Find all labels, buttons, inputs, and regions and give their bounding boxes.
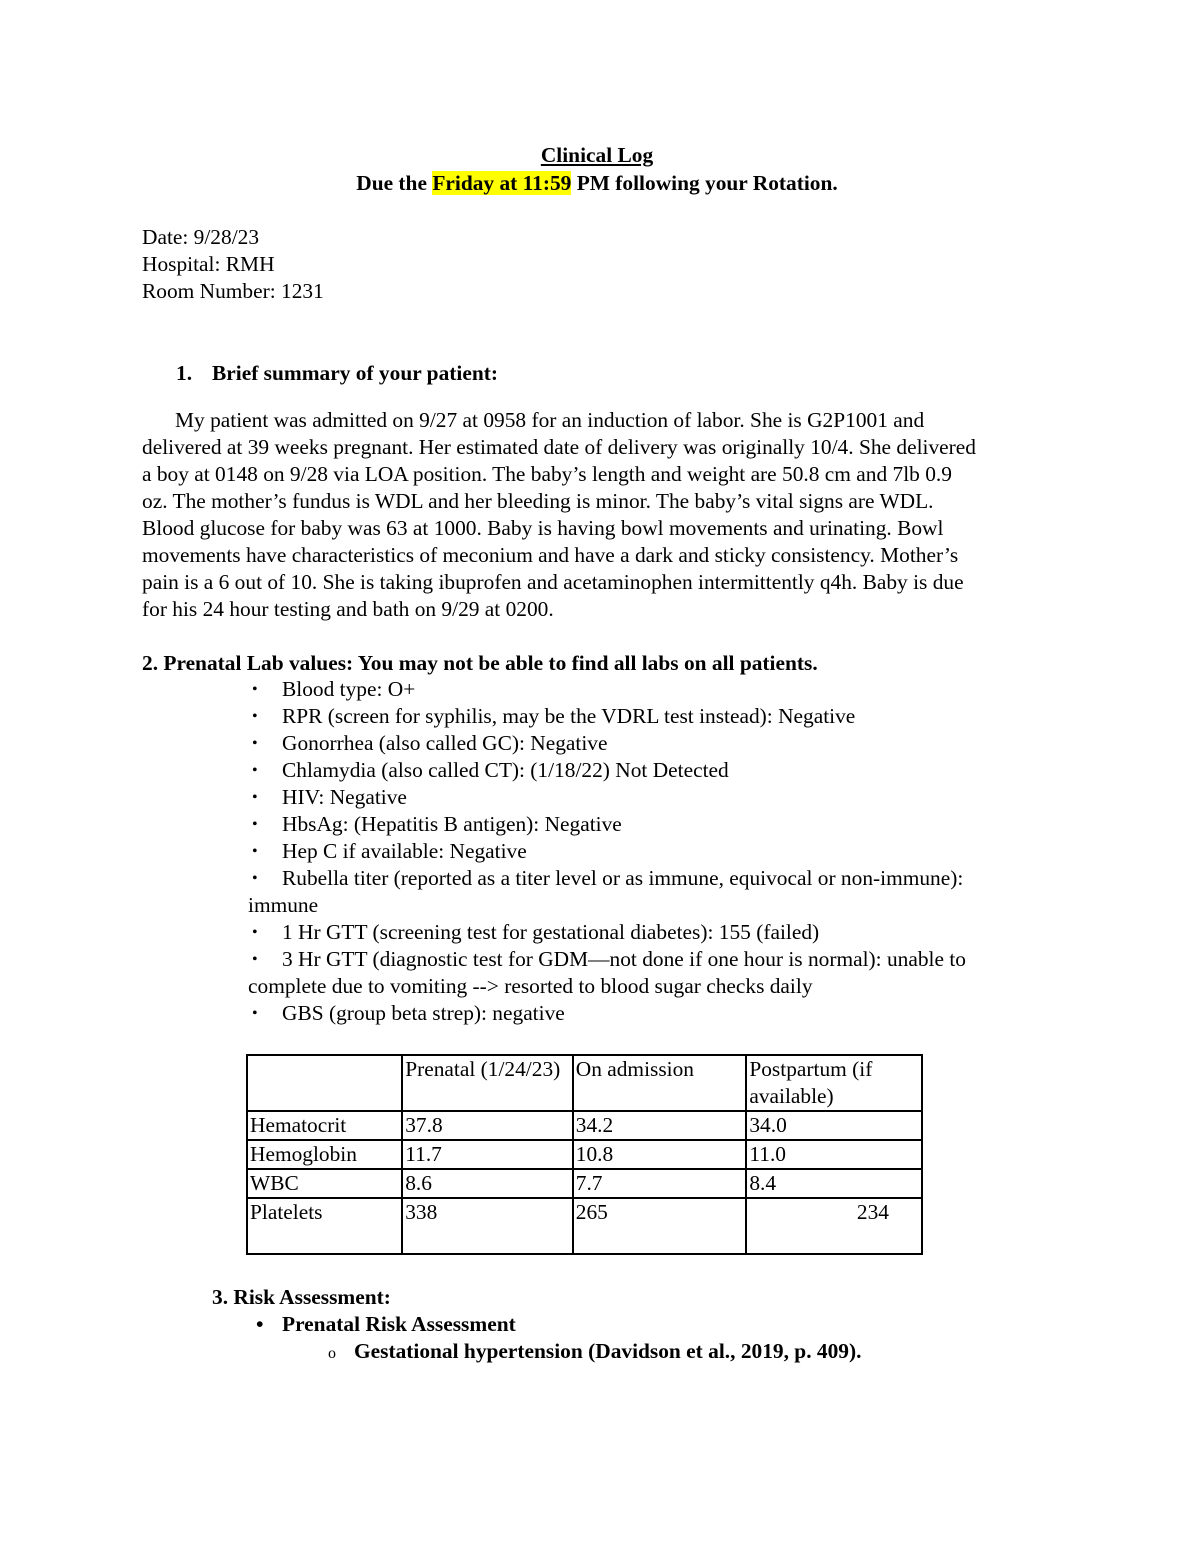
table-header-cell: Prenatal (1/24/23) bbox=[402, 1055, 573, 1111]
bullet-icon: • bbox=[252, 1005, 258, 1022]
lab-item-text: Gonorrhea (also called GC): Negative bbox=[282, 731, 608, 755]
table-cell: 34.2 bbox=[573, 1111, 747, 1140]
lab-item-text: HIV: Negative bbox=[282, 785, 407, 809]
table-cell: 37.8 bbox=[402, 1111, 573, 1140]
prenatal-lab-list bbox=[248, 676, 1068, 1027]
list-item bbox=[248, 784, 1068, 811]
section2-heading: 2. Prenatal Lab values: You may not be able to find all labs on all patients. bbox=[142, 651, 818, 675]
date-field: Date: 9/28/23 bbox=[142, 225, 260, 249]
table-cell: 11.0 bbox=[746, 1140, 922, 1169]
table-cell: 34.0 bbox=[746, 1111, 922, 1140]
section1-number: 1. bbox=[176, 361, 193, 385]
document-title: Clinical Log bbox=[540, 143, 654, 167]
bullet-icon: • bbox=[252, 843, 258, 860]
due-suffix: PM following your Rotation. bbox=[571, 171, 838, 195]
bullet-icon: • bbox=[252, 789, 258, 806]
summary-line: Blood glucose for baby was 63 at 1000. Baby is having bowl movements and urinating. Bowl bbox=[142, 516, 944, 540]
lab-item-text: 1 Hr GTT (screening test for gestational diabetes): 155 (failed) bbox=[282, 920, 820, 944]
due-highlight: Friday at 11:59 bbox=[432, 171, 572, 195]
lab-values-table bbox=[246, 1054, 923, 1255]
table-cell: 8.6 bbox=[402, 1169, 573, 1198]
section1-heading: Brief summary of your patient: bbox=[212, 361, 498, 385]
lab-item-text: Hep C if available: Negative bbox=[282, 839, 527, 863]
lab-item-text: Chlamydia (also called CT): (1/18/22) Not Detected bbox=[282, 758, 729, 782]
bullet-icon: • bbox=[252, 816, 258, 833]
bullet-icon: • bbox=[252, 924, 258, 941]
table-cell: Hematocrit bbox=[247, 1111, 402, 1140]
list-item bbox=[248, 703, 1068, 730]
list-item bbox=[248, 811, 1068, 838]
table-cell: Hemoglobin bbox=[247, 1140, 402, 1169]
table-cell: 7.7 bbox=[573, 1169, 747, 1198]
lab-item-text: RPR (screen for syphilis, may be the VDRL test instead): Negative bbox=[282, 704, 856, 728]
bullet-icon: • bbox=[252, 762, 258, 779]
bullet-icon: • bbox=[252, 951, 258, 968]
table-row bbox=[247, 1111, 922, 1140]
due-line bbox=[0, 170, 1194, 197]
table-header-cell: On admission bbox=[573, 1055, 747, 1111]
bullet-icon: • bbox=[252, 735, 258, 752]
table-cell: Platelets bbox=[247, 1198, 402, 1254]
hospital-field: Hospital: RMH bbox=[142, 252, 275, 276]
summary-line: pain is a 6 out of 10. She is taking ibuprofen and acetaminophen intermittently q4h. Baby is due bbox=[142, 570, 964, 594]
bullet-icon: • bbox=[252, 681, 258, 698]
table-cell: 234 bbox=[746, 1198, 922, 1254]
lab-item-continuation: immune bbox=[248, 893, 319, 917]
summary-line: My patient was admitted on 9/27 at 0958 for an induction of labor. She is G2P1001 and bbox=[175, 408, 925, 432]
summary-line: oz. The mother’s fundus is WDL and her bleeding is minor. The baby’s vital signs are WDL. bbox=[142, 489, 934, 513]
sub-bullet-icon: o bbox=[328, 1345, 336, 1362]
table-cell: 265 bbox=[573, 1198, 747, 1254]
prenatal-risk-heading: Prenatal Risk Assessment bbox=[282, 1312, 516, 1336]
bullet-icon: • bbox=[256, 1312, 264, 1336]
list-item bbox=[248, 946, 1068, 1000]
due-prefix: Due the bbox=[356, 171, 433, 195]
risk-item: Gestational hypertension (Davidson et al., 2019, p. 409). bbox=[354, 1339, 862, 1363]
list-item bbox=[248, 838, 1068, 865]
summary-line: delivered at 39 weeks pregnant. Her estimated date of delivery was originally 10/4. She delivered bbox=[142, 435, 976, 459]
table-cell: 8.4 bbox=[746, 1169, 922, 1198]
table-row bbox=[247, 1169, 922, 1198]
list-item bbox=[248, 1000, 1068, 1027]
table-row bbox=[247, 1140, 922, 1169]
table-cell: WBC bbox=[247, 1169, 402, 1198]
list-item bbox=[248, 757, 1068, 784]
lab-item-text: HbsAg: (Hepatitis B antigen): Negative bbox=[282, 812, 622, 836]
section3-heading: 3. Risk Assessment: bbox=[212, 1285, 391, 1309]
bullet-icon: • bbox=[252, 870, 258, 887]
list-item bbox=[248, 865, 1068, 919]
table-cell: 10.8 bbox=[573, 1140, 747, 1169]
bullet-icon: • bbox=[252, 708, 258, 725]
table-header-cell: Postpartum (if available) bbox=[746, 1055, 922, 1111]
lab-item-text: 3 Hr GTT (diagnostic test for GDM—not done if one hour is normal): unable to bbox=[282, 947, 966, 971]
table-header-cell bbox=[247, 1055, 402, 1111]
table-cell: 11.7 bbox=[402, 1140, 573, 1169]
lab-item-text: GBS (group beta strep): negative bbox=[282, 1001, 565, 1025]
list-item bbox=[248, 676, 1068, 703]
table-header-row bbox=[247, 1055, 922, 1111]
summary-line: movements have characteristics of meconium and have a dark and sticky consistency. Mother’s bbox=[142, 543, 959, 567]
patient-summary bbox=[142, 407, 1072, 623]
summary-line: a boy at 0148 on 9/28 via LOA position. The baby’s length and weight are 50.8 cm and 7lb 0.9 bbox=[142, 462, 952, 486]
list-item bbox=[248, 919, 1068, 946]
list-item bbox=[248, 730, 1068, 757]
lab-item-text: Blood type: O+ bbox=[282, 677, 416, 701]
table-cell: 338 bbox=[402, 1198, 573, 1254]
lab-item-continuation: complete due to vomiting --> resorted to blood sugar checks daily bbox=[248, 974, 813, 998]
summary-line: for his 24 hour testing and bath on 9/29 at 0200. bbox=[142, 597, 554, 621]
table-row bbox=[247, 1198, 922, 1254]
room-number-field: Room Number: 1231 bbox=[142, 279, 324, 303]
lab-item-text: Rubella titer (reported as a titer level or as immune, equivocal or non-immune): bbox=[282, 866, 964, 890]
